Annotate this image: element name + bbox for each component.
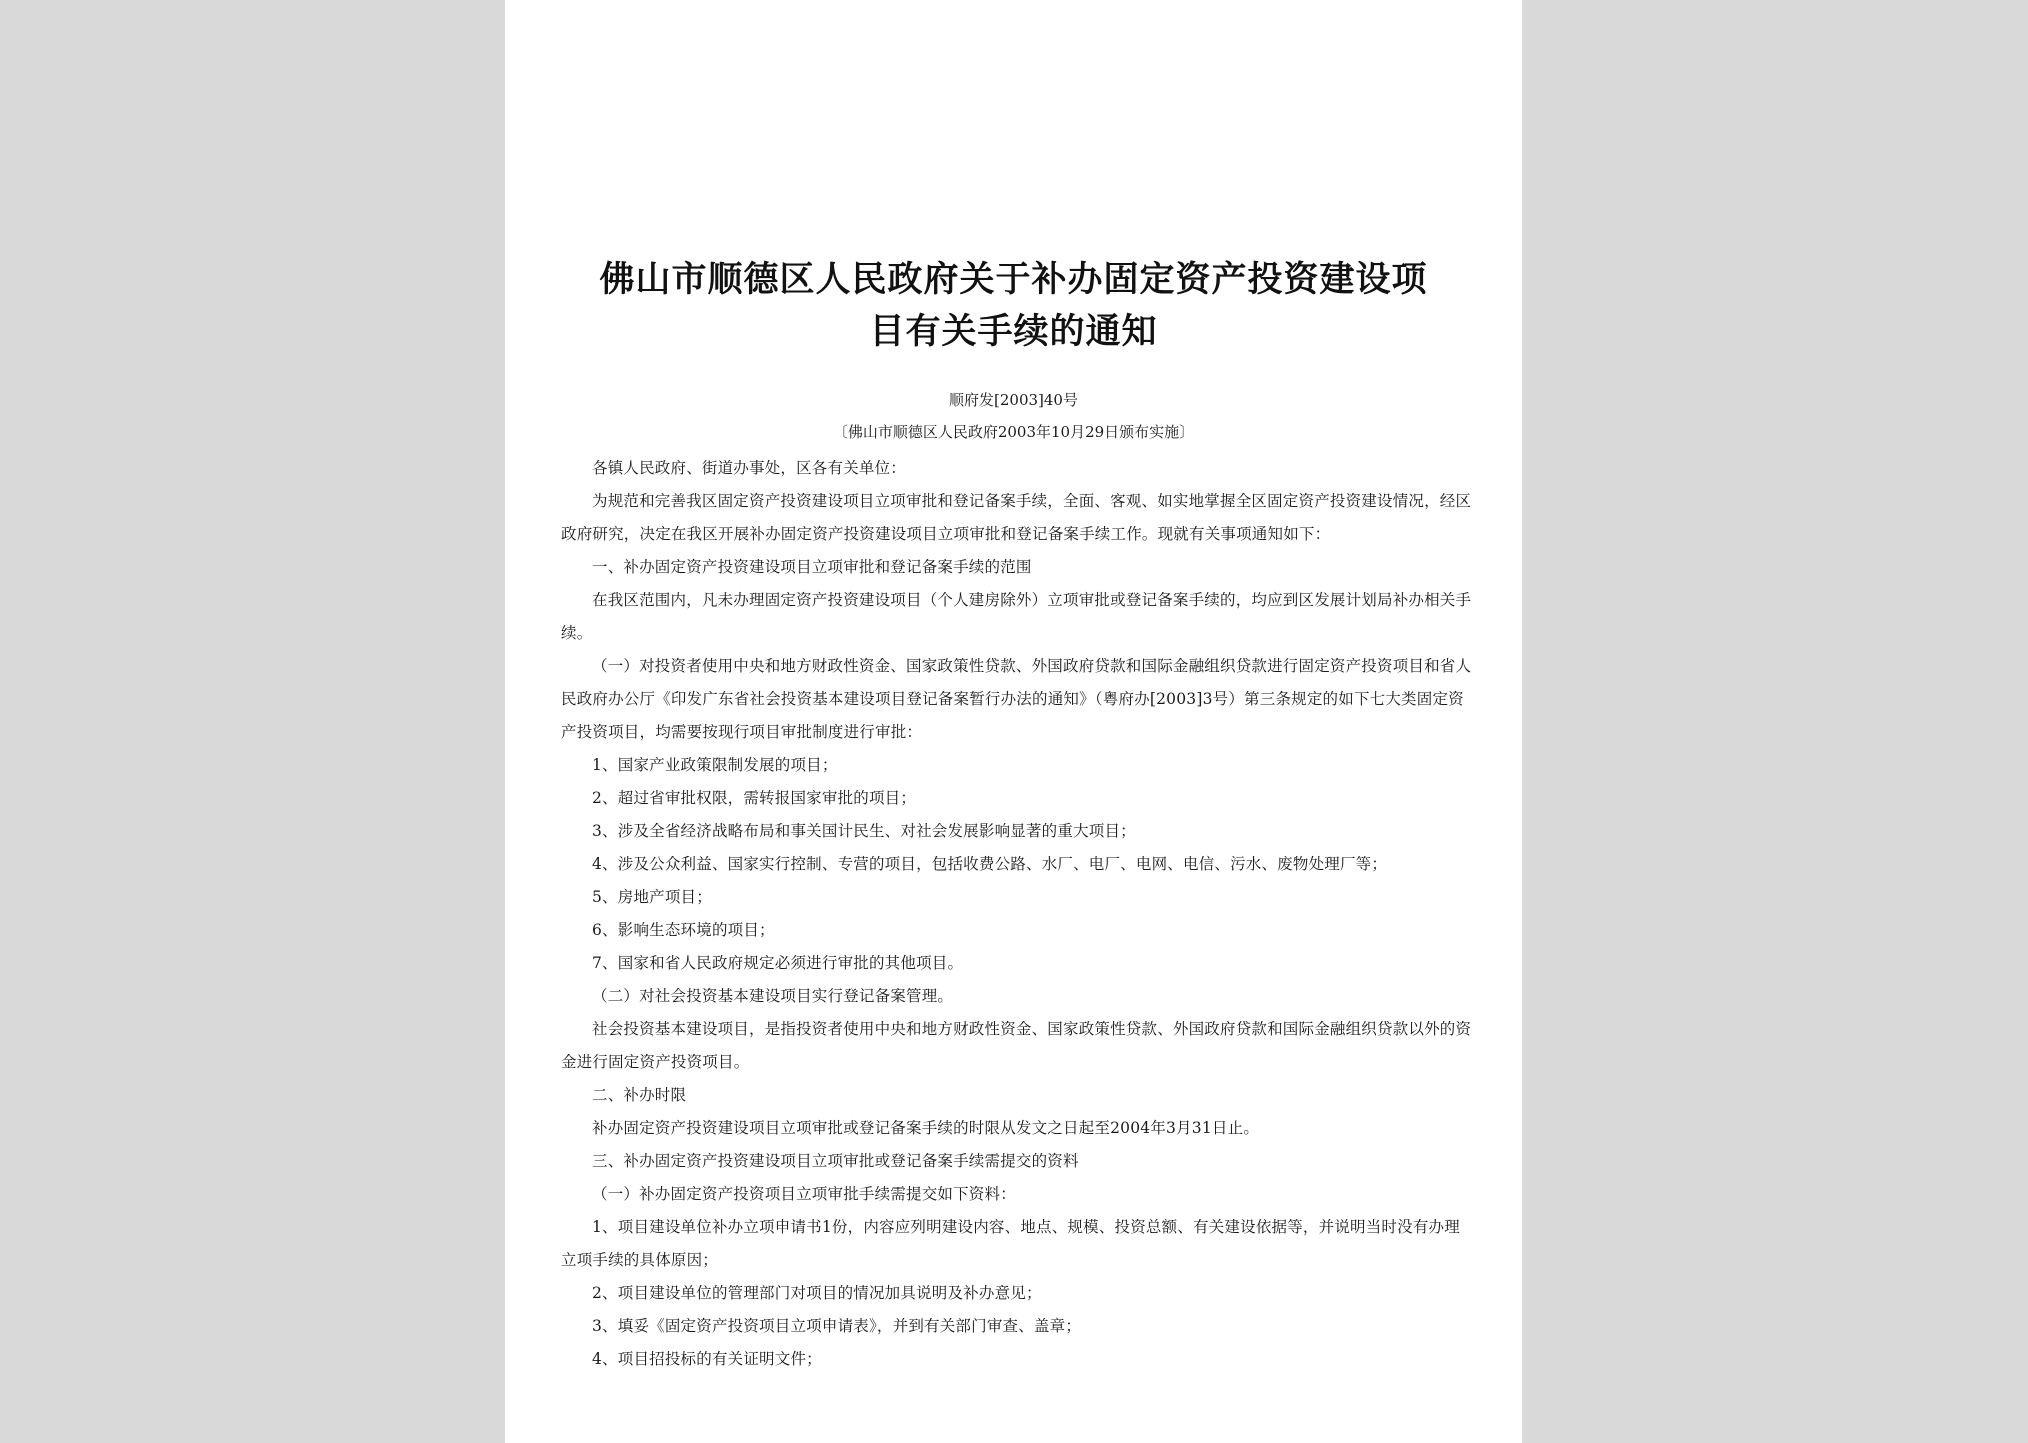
title-line-2: 目有关手续的通知 — [869, 311, 1158, 352]
paragraph: 3、涉及全省经济战略布局和事关国计民生、对社会发展影响显著的重大项目； — [592, 822, 1136, 840]
paragraph: （一）对投资者使用中央和地方财政性资金、国家政策性贷款、外国政府贷款和国际金融组织贷款进行固定资产投资项目和省人民政府办公厅《印发广东省社会投资基本建设项目登记备案暂行办法的通知》（粤府办[2003]3号）第三条规定的如下七大类固定资产投资项目，均需要按现行项目审批制度进行审批： — [561, 657, 1472, 741]
paragraph: 社会投资基本建设项目，是指投资者使用中央和地方财政性资金、国家政策性贷款、外国政府贷款和国际金融组织贷款以外的资金进行固定资产投资项目。 — [561, 1020, 1472, 1071]
paragraph: 二、补办时限 — [592, 1086, 687, 1104]
issue-note: 〔佛山市顺德区人民政府2003年10月29日颁布实施〕 — [832, 423, 1195, 441]
paragraph: 4、涉及公众利益、国家实行控制、专营的项目，包括收费公路、水厂、电厂、电网、电信、污水、废物处理厂等； — [592, 855, 1388, 873]
document-body — [561, 452, 1472, 1376]
paragraph: 4、项目招投标的有关证明文件； — [592, 1350, 822, 1368]
paragraph: （二）对社会投资基本建设项目实行登记备案管理。 — [592, 987, 954, 1005]
paragraph: 1、项目建设单位补办立项申请书1份，内容应列明建设内容、地点、规模、投资总额、有关建设依据等，并说明当时没有办理立项手续的具体原因； — [561, 1218, 1460, 1269]
paragraph: 补办固定资产投资建设项目立项审批或登记备案手续的时限从发文之日起至2004年3月31日止。 — [592, 1119, 1260, 1137]
paragraph: 三、补办固定资产投资建设项目立项审批或登记备案手续需提交的资料 — [592, 1152, 1079, 1170]
document-number: 顺府发[2003]40号 — [949, 391, 1078, 409]
paragraph: 7、国家和省人民政府规定必须进行审批的其他项目。 — [592, 954, 964, 972]
paragraph: （一）补办固定资产投资项目立项审批手续需提交如下资料： — [592, 1185, 1016, 1203]
paragraph: 2、项目建设单位的管理部门对项目的情况加具说明及补办意见； — [592, 1284, 1042, 1302]
paragraph: 3、填妥《固定资产投资项目立项申请表》，并到有关部门审查、盖章； — [592, 1317, 1082, 1335]
paragraph: 为规范和完善我区固定资产投资建设项目立项审批和登记备案手续，全面、客观、如实地掌握全区固定资产投资建设情况，经区政府研究，决定在我区开展补办固定资产投资建设项目立项审批和登记备案手续工作。现就有关事项通知如下： — [561, 492, 1472, 543]
title-line-1: 佛山市顺德区人民政府关于补办固定资产投资建设项 — [599, 259, 1428, 300]
paragraph: 5、房地产项目； — [592, 888, 712, 906]
document-page — [505, 0, 1522, 1443]
paragraph: 2、超过省审批权限，需转报国家审批的项目； — [592, 789, 917, 807]
paragraph: 6、影响生态环境的项目； — [592, 921, 775, 939]
paragraph: 1、国家产业政策限制发展的项目； — [592, 756, 838, 774]
paragraph: 在我区范围内，凡未办理固定资产投资建设项目（个人建房除外）立项审批或登记备案手续的，均应到区发展计划局补办相关手续。 — [561, 591, 1472, 642]
paragraph: 各镇人民政府、街道办事处，区各有关单位： — [592, 459, 907, 477]
paragraph: 一、补办固定资产投资建设项目立项审批和登记备案手续的范围 — [592, 558, 1032, 576]
document-title — [505, 254, 1522, 358]
